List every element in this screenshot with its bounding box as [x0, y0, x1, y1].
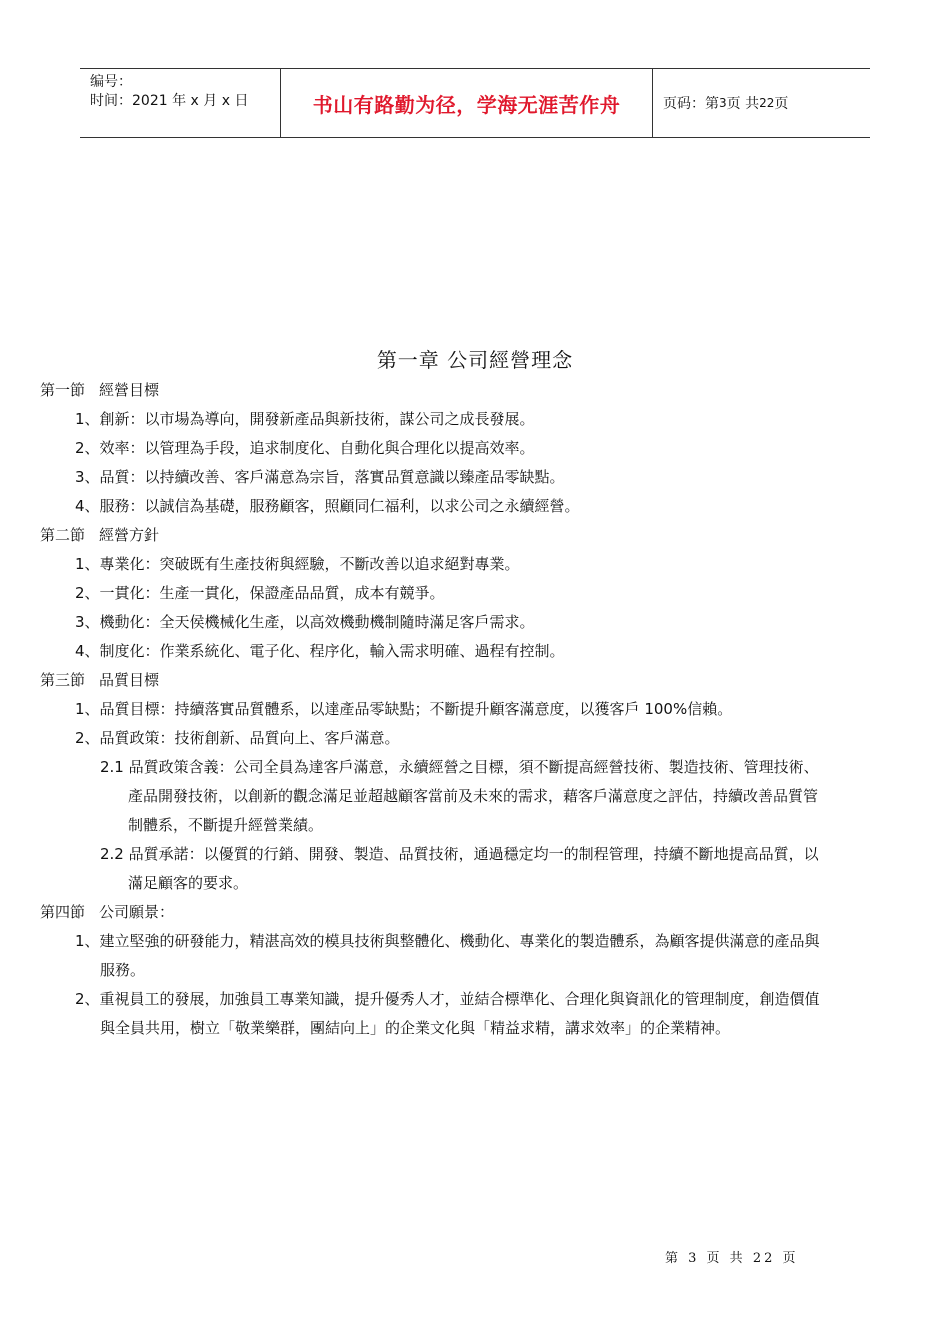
number-label: 编号：: [90, 74, 132, 90]
footer-total: 22: [752, 1251, 776, 1266]
footer-suffix: 页: [775, 1251, 799, 1266]
document-body: [40, 376, 910, 1043]
sub-item-line: 產品開發技術，以創新的觀念滿足並超越顧客當前及未來的需求，藉客戶滿意度之評估，持續改善品質管: [128, 787, 819, 805]
page-prefix: 页码：第: [663, 96, 719, 112]
page-footer: [665, 1247, 799, 1266]
section-label: 第四節: [40, 903, 86, 921]
section-heading: [40, 666, 910, 695]
page-middle: 页 共: [726, 96, 760, 112]
header-page-info: [653, 69, 870, 137]
sub-item-line: 滿足顧客的要求。: [128, 874, 249, 892]
header-meta: [80, 69, 281, 137]
page-total: 22: [759, 96, 775, 110]
section-heading: [40, 376, 910, 405]
section-label: 第三節: [40, 671, 86, 689]
section-label: 第二節: [40, 526, 86, 544]
footer-current: 3: [688, 1251, 700, 1266]
document-header: [80, 68, 870, 138]
list-item-line: 與全員共用，樹立「敬業樂群，團結向上」的企業文化與「精益求精，講求效率」的企業精神。: [100, 1019, 731, 1037]
section-title: 經營目標: [99, 381, 160, 399]
list-item: 3、品質：以持續改善、客戶滿意為宗旨，落實品質意識以臻產品零缺點。: [75, 468, 565, 486]
list-item: 1、專業化：突破既有生產技術與經驗，不斷改善以追求絕對專業。: [75, 555, 520, 573]
section-heading: [40, 898, 910, 927]
section-label: 第一節: [40, 381, 86, 399]
list-item-line: 2、重視員工的發展，加強員工專業知識，提升優秀人才，並結合標準化、合理化與資訊化的管理制度，創造價值: [75, 990, 820, 1008]
list-item: 4、制度化：作業系統化、電子化、程序化，輸入需求明確、過程有控制。: [75, 642, 565, 660]
sub-item-line: 制體系，不斷提升經營業績。: [128, 816, 324, 834]
list-item: 2、效率：以管理為手段，追求制度化、自動化與合理化以提高效率。: [75, 439, 535, 457]
footer-middle: 页 共: [699, 1251, 753, 1266]
section-title: 公司願景：: [99, 903, 175, 921]
list-item: 2、品質政策：技術創新、品質向上、客戶滿意。: [75, 729, 400, 747]
list-item: 2、一貫化：生產一貫化，保證產品品質，成本有競爭。: [75, 584, 445, 602]
section-title: 品質目標: [99, 671, 160, 689]
page-current: 3: [719, 96, 727, 110]
list-item: 1、創新：以市場為導向，開發新產品與新技術，謀公司之成長發展。: [75, 410, 535, 428]
section-heading: [40, 521, 910, 550]
list-item-line: 1、建立堅強的研發能力，精湛高效的模具技術與整體化、機動化、專業化的製造體系，為顧客提供滿意的產品與: [75, 932, 820, 950]
list-item: 4、服務：以誠信為基礎，服務顧客，照顧同仁福利，以求公司之永續經營。: [75, 497, 580, 515]
sub-item-line: 2.2 品質承諾：以優質的行銷、開發、製造、品質技術，通過穩定均一的制程管理，持續不斷地提高品質，以: [100, 845, 819, 863]
list-item: 3、機動化：全天侯機械化生產，以高效機動機制隨時滿足客戶需求。: [75, 613, 535, 631]
page-suffix: 页: [774, 96, 789, 112]
footer-prefix: 第: [665, 1251, 689, 1266]
time-label: 时间：2021 年 x 月 x 日: [90, 93, 249, 109]
list-item-line: 服務。: [100, 961, 146, 979]
section-title: 經營方針: [99, 526, 160, 544]
sub-item-line: 2.1 品質政策含義：公司全員為達客戶滿意，永續經營之目標，須不斷提高經營技術、製造技術、管理技術、: [100, 758, 819, 776]
chapter-title: 第一章 公司經營理念: [376, 348, 574, 372]
list-item: 1、品質目標：持續落實品質體系，以達產品零缺點；不斷提升顧客滿意度，以獲客戶 100%信賴。: [75, 700, 733, 718]
header-motto: 书山有路勤为径，学海无涯苦作舟: [281, 69, 653, 137]
